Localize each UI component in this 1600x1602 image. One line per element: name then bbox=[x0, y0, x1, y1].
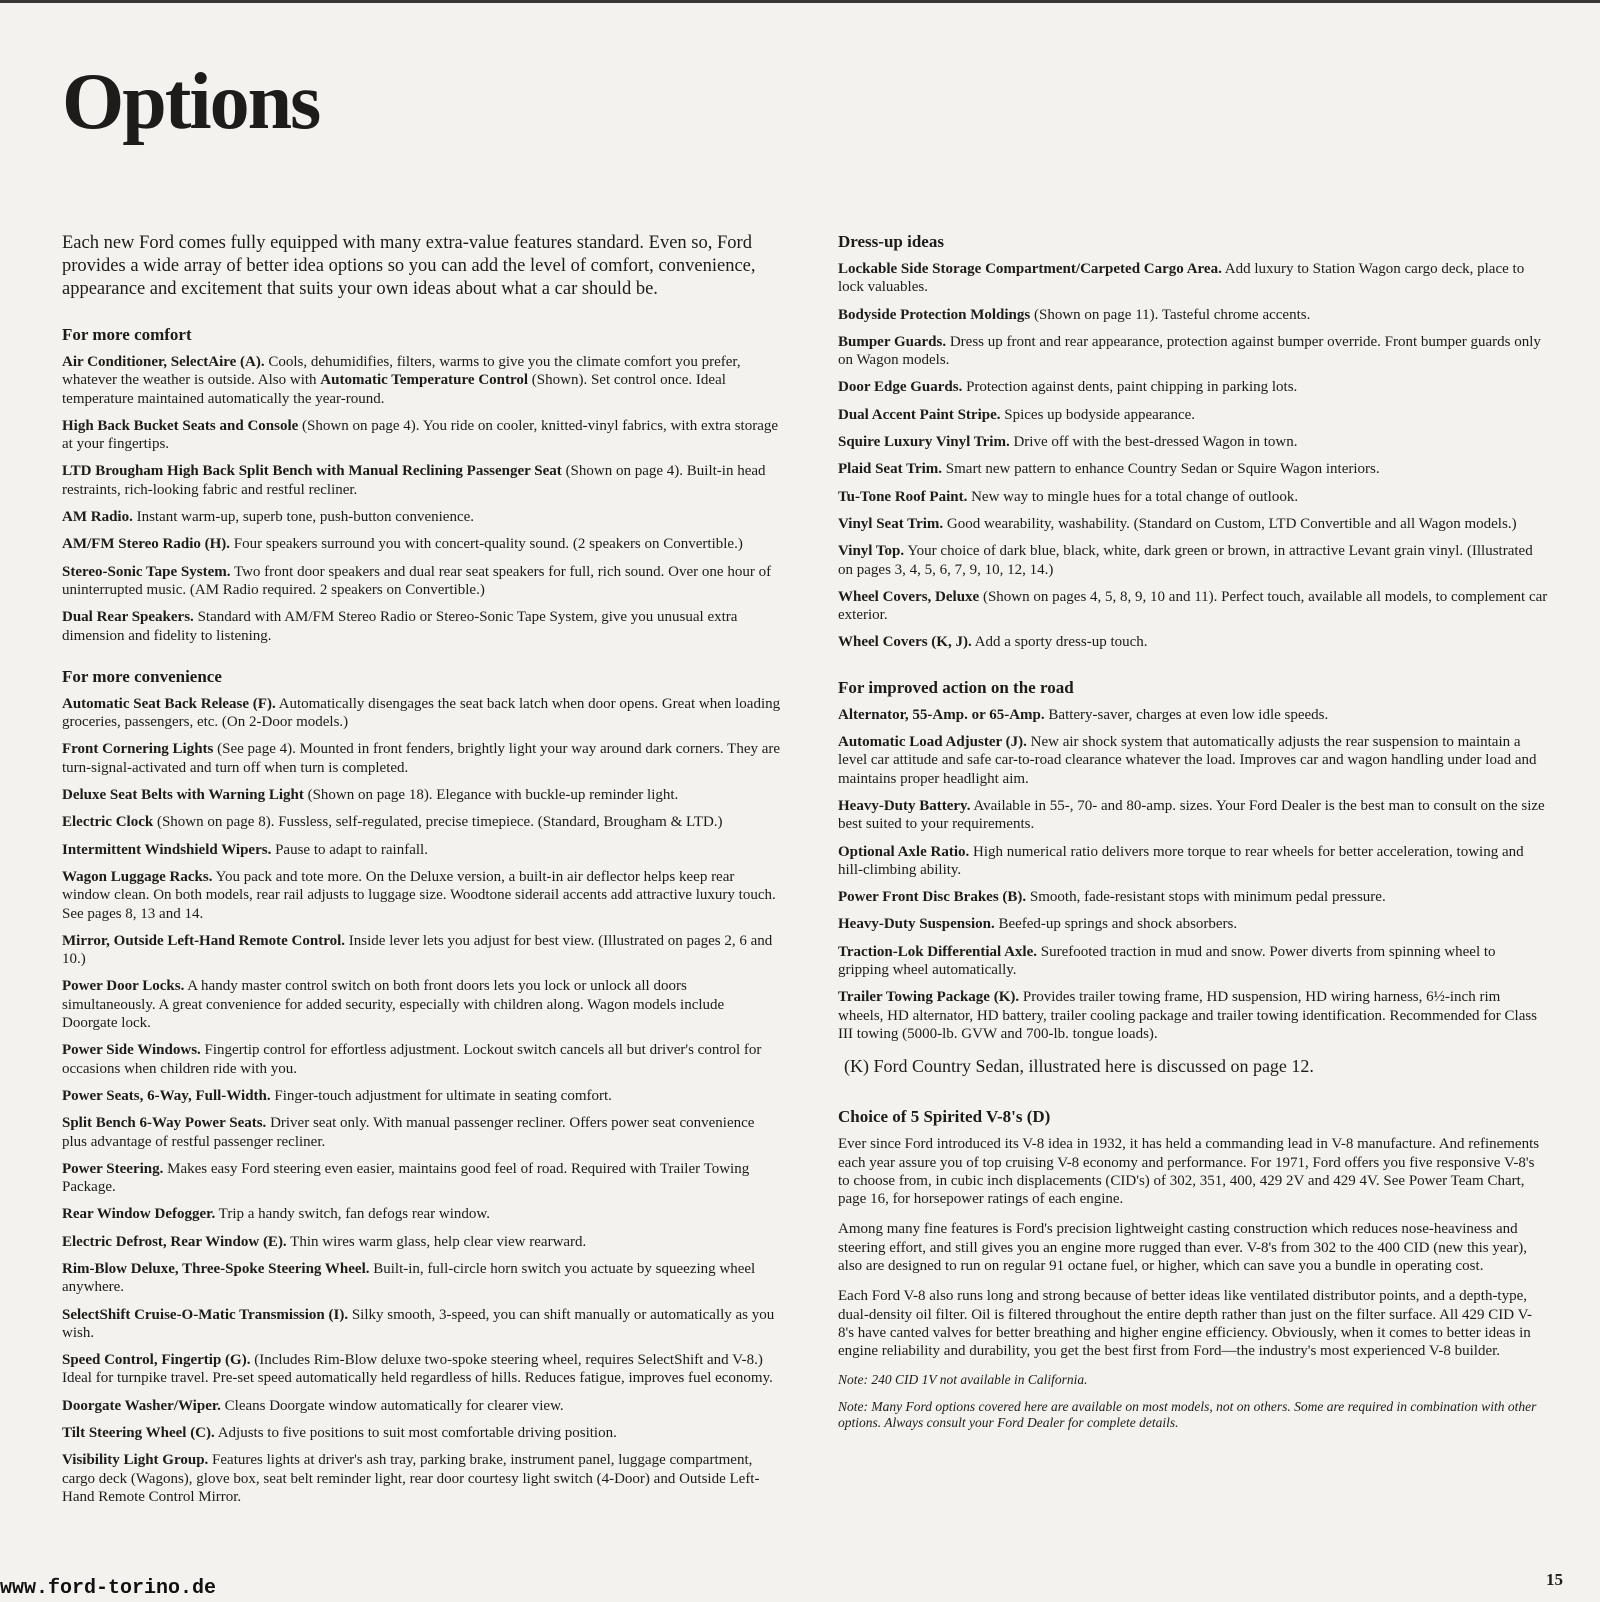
option-item bbox=[838, 515, 1548, 533]
option-name: Automatic Seat Back Release (F). bbox=[62, 695, 276, 712]
option-item bbox=[838, 633, 1548, 651]
option-description: Cleans Doorgate window automatically for clearer view. bbox=[220, 1397, 564, 1414]
option-description: (Shown on page 8). Fussless, self-regulated, precise timepiece. (Standard, Brougham & LTD.) bbox=[153, 814, 723, 831]
option-name: Stereo-Sonic Tape System. bbox=[62, 563, 231, 580]
option-description: Cools, dehumidifies, filters, warms to give you the climate comfort you prefer, whatever the weather is outside. Also with bbox=[62, 354, 741, 389]
option-item bbox=[62, 695, 782, 732]
option-name: Lockable Side Storage Compartment/Carpeted Cargo Area. bbox=[838, 261, 1222, 277]
option-name: Automatic Temperature Control bbox=[320, 372, 529, 389]
option-description: Your choice of dark blue, black, white, dark green or brown, in attractive Levant grain vinyl. (Illustrated on pages 3, 4, 5, 6, 7, 9, 10, 12, 14.) bbox=[838, 543, 1533, 578]
option-description: Available in 55-, 70- and 80-amp. sizes. Your Ford Dealer is the best man to consult on the size best suited to your requirements. bbox=[838, 797, 1545, 833]
option-item bbox=[838, 306, 1548, 324]
option-item bbox=[838, 406, 1548, 424]
option-description: Fingertip control for effortless adjustment. Lockout switch cancels all but driver's control for occasions when children ride with you. bbox=[62, 1042, 762, 1077]
option-item bbox=[838, 433, 1548, 451]
option-name: Optional Axle Ratio. bbox=[838, 843, 970, 860]
convenience-heading: For more convenience bbox=[62, 666, 222, 686]
option-item bbox=[62, 535, 782, 553]
option-description: Add a sporty dress-up touch. bbox=[971, 634, 1148, 651]
option-name: Power Steering. bbox=[62, 1160, 164, 1177]
option-item bbox=[62, 1424, 782, 1442]
option-name: Wheel Covers, Deluxe bbox=[838, 588, 980, 605]
option-name: AM Radio. bbox=[62, 509, 133, 526]
option-description: Four speakers surround you with concert-quality sound. (2 speakers on Convertible.) bbox=[230, 536, 743, 553]
option-description: Built-in, full-circle horn switch you actuate by squeezing wheel anywhere. bbox=[62, 1260, 756, 1296]
option-item bbox=[62, 977, 782, 1032]
option-name: Traction-Lok Differential Axle. bbox=[838, 943, 1037, 960]
option-description: (Shown on page 11). Tasteful chrome accents. bbox=[1030, 306, 1311, 323]
option-name: Wheel Covers (K, J). bbox=[838, 634, 972, 651]
option-description: Adjusts to five positions to suit most comfortable driving position. bbox=[214, 1425, 617, 1442]
option-item bbox=[62, 508, 782, 526]
option-item bbox=[62, 813, 782, 831]
option-item bbox=[838, 797, 1548, 834]
option-description: New way to mingle hues for a total change of outlook. bbox=[967, 488, 1299, 505]
option-description: Inside lever lets you adjust for best view. (Illustrated on pages 2, 6 and 10.) bbox=[62, 932, 773, 968]
option-description: Thin wires warm glass, help clear view rearward. bbox=[286, 1233, 587, 1250]
option-description: Add luxury to Station Wagon cargo deck, place to lock valuables. bbox=[838, 261, 1525, 296]
v8-paragraph: Each Ford V-8 also runs long and strong because of better ideas like ventilated distributor points, and a depth-type, dual-density oil filter. Oil is filtered throughout the entire depth rather than just on the filter surface. All 429 CID V-8's have canted valves for better breathing and higher engine efficiency. Obviously, when it comes to better ideas in engine reliability and durability, you get the best first from Ford—the industry's most experienced V-8 builder. bbox=[838, 1288, 1533, 1360]
option-item bbox=[838, 460, 1548, 478]
option-description: High numerical ratio delivers more torque to rear wheels for better acceleration, towing and hill-climbing ability. bbox=[838, 843, 1524, 878]
option-description: Beefed-up springs and shock absorbers. bbox=[994, 916, 1238, 933]
website-watermark: www.ford-torino.de bbox=[0, 1577, 217, 1600]
option-name: Mirror, Outside Left-Hand Remote Control. bbox=[62, 932, 346, 949]
option-item bbox=[62, 462, 782, 499]
comfort-list bbox=[62, 353, 782, 645]
option-description: Spices up bodyside appearance. bbox=[1000, 406, 1196, 423]
option-item bbox=[838, 588, 1548, 625]
option-name: Power Door Locks. bbox=[62, 978, 185, 995]
option-name: Power Seats, 6-Way, Full-Width. bbox=[62, 1087, 271, 1104]
option-description: Instant warm-up, superb tone, push-button convenience. bbox=[132, 509, 475, 526]
option-description: New air shock system that automatically adjusts the rear suspension to maintain a level car attitude and safe car-to-road clearance whatever the load. Improves car and wagon handling under load and maintains proper headlight aim. bbox=[838, 734, 1537, 787]
v8-paragraphs bbox=[838, 1135, 1548, 1360]
right-column bbox=[838, 232, 1548, 1442]
option-item bbox=[62, 932, 782, 969]
option-name: Vinyl Top. bbox=[838, 543, 905, 560]
option-item bbox=[838, 260, 1548, 297]
option-name: Bodyside Protection Moldings bbox=[838, 306, 1031, 323]
option-item bbox=[838, 333, 1548, 370]
option-item bbox=[838, 988, 1548, 1043]
page-number: 15 bbox=[1546, 1570, 1563, 1589]
option-item bbox=[62, 608, 782, 645]
option-description: Automatically disengages the seat back latch when door opens. Great when loading groceries, passengers, etc. (On 2-Door models.) bbox=[62, 695, 781, 731]
intro-paragraph: Each new Ford comes fully equipped with many extra-value features standard. Even so, Ford provides a wide array of better idea options so you can add the level of comfort, convenience, appearance and excitement that suits your own ideas about what a car should be. bbox=[62, 233, 756, 299]
option-item bbox=[62, 1397, 782, 1415]
option-item bbox=[62, 1451, 782, 1506]
option-description: You pack and tote more. On the Deluxe version, a built-in air deflector helps keep rear window clean. On both models, rear rail adjusts to luggage size. Woodtone siderail accents add attractive luxury touch. See pages 8, 13 and 14. bbox=[62, 868, 776, 922]
v8-paragraph: Ever since Ford introduced its V-8 idea in 1932, it has held a commanding lead in V-8 manufacture. And refinements each year assure you of top cruising V-8 economy and performance. For 1971, Ford offers you five responsive V-8's to choose from, in cubic inch displacements (CID's) of 302, 351, 400, 429 2V and 429 4V. See Power Team Chart, page 16, for horsepower ratings of each engine. bbox=[838, 1136, 1540, 1208]
comfort-heading: For more comfort bbox=[62, 325, 192, 344]
option-name: Wagon Luggage Racks. bbox=[62, 868, 213, 885]
dressup-list bbox=[838, 260, 1548, 652]
option-name: Rim-Blow Deluxe, Three-Spoke Steering Wheel. bbox=[62, 1260, 370, 1277]
option-item bbox=[62, 1351, 782, 1388]
option-name: Power Front Disc Brakes (B). bbox=[838, 889, 1027, 906]
option-description: Battery-saver, charges at even low idle speeds. bbox=[1044, 706, 1329, 723]
option-name: Speed Control, Fingertip (G). bbox=[62, 1352, 251, 1369]
option-item bbox=[838, 888, 1548, 906]
option-name: Rear Window Defogger. bbox=[62, 1206, 216, 1223]
dressup-heading: Dress-up ideas bbox=[838, 232, 944, 251]
option-description: Driver seat only. With manual passenger recliner. Offers power seat convenience plus advantage of restful passenger recliner. bbox=[62, 1115, 755, 1150]
option-name: Automatic Load Adjuster (J). bbox=[838, 734, 1027, 751]
option-name: Deluxe Seat Belts with Warning Light bbox=[62, 787, 304, 804]
photo-caption: (K) Ford Country Sedan, illustrated here is discussed on page 12. bbox=[844, 1056, 1314, 1077]
option-item bbox=[62, 1114, 782, 1151]
option-description: (See page 4). Mounted in front fenders, brightly light your way around dark corners. They are turn-signal-activated and turn off when turn is completed. bbox=[62, 741, 781, 776]
dealer-note: Note: Many Ford options covered here are available on most models, not on others. Some are required in combination with other options. Always consult your Ford Dealer for complete details. bbox=[838, 1398, 1537, 1431]
option-item bbox=[838, 488, 1548, 506]
option-name: AM/FM Stereo Radio (H). bbox=[62, 536, 231, 553]
left-column bbox=[62, 232, 782, 1515]
option-description: Pause to adapt to rainfall. bbox=[271, 841, 428, 858]
option-name: Split Bench 6-Way Power Seats. bbox=[62, 1115, 267, 1132]
option-name: Dual Rear Speakers. bbox=[62, 609, 194, 626]
option-item bbox=[62, 417, 782, 454]
option-description: Good wearability, washability. (Standard on Custom, LTD Convertible and all Wagon models.) bbox=[943, 515, 1517, 532]
v8-paragraph: Among many fine features is Ford's precision lightweight casting construction which reduces nose-heaviness and steering effort, and still gives you an engine more rugged than ever. V-8's from 302 to the 400 CID (new this year), also are designed to run on regular 91 octane fuel, or higher, which can save you a bundle in operating cost. bbox=[838, 1221, 1527, 1274]
option-item bbox=[62, 1306, 782, 1343]
option-description: (Shown on page 18). Elegance with buckle-up reminder light. bbox=[303, 787, 679, 804]
option-description: (Shown). Set control once. Ideal temperature maintained automatically the year-round. bbox=[62, 372, 726, 407]
option-name: Doorgate Washer/Wiper. bbox=[62, 1397, 221, 1414]
option-description: Provides trailer towing frame, HD suspension, HD wiring harness, 6½-inch rim wheels, HD alternator, HD battery, trailer cooling package and trailer towing identification. Recommended for Class III towing (5000-lb. GVW and 700-lb. tongue loads). bbox=[838, 989, 1538, 1042]
option-description: Drive off with the best-dressed Wagon in town. bbox=[1009, 434, 1298, 451]
option-item bbox=[62, 1260, 782, 1297]
option-name: Heavy-Duty Battery. bbox=[838, 797, 971, 814]
option-item bbox=[62, 1041, 782, 1078]
option-name: Tilt Steering Wheel (C). bbox=[62, 1425, 215, 1442]
option-description: Two front door speakers and dual rear seat speakers for full, rich sound. Over one hour of uninterrupted music. (AM Radio required. 2 speakers on Convertible.) bbox=[62, 563, 772, 598]
option-item bbox=[62, 1205, 782, 1223]
road-heading: For improved action on the road bbox=[838, 677, 1074, 697]
option-name: Alternator, 55-Amp. or 65-Amp. bbox=[838, 706, 1045, 723]
california-note: Note: 240 CID 1V not available in California. bbox=[838, 1372, 1088, 1388]
option-description: Smooth, fade-resistant stops with minimum pedal pressure. bbox=[1026, 889, 1386, 906]
option-name: Dual Accent Paint Stripe. bbox=[838, 406, 1001, 423]
option-description: A handy master control switch on both front doors lets you lock or unlock all doors simultaneously. A great convenience for added security, especially with children along. Wagon models include Doorgate lock. bbox=[62, 978, 725, 1032]
convenience-list bbox=[62, 695, 782, 1506]
option-item bbox=[838, 706, 1548, 724]
option-description: Trip a handy switch, fan defogs rear window. bbox=[215, 1206, 491, 1223]
option-description: Finger-touch adjustment for ultimate in seating comfort. bbox=[270, 1087, 612, 1104]
option-description: Makes easy Ford steering even easier, maintains good feel of road. Required with Trailer Towing Package. bbox=[62, 1160, 750, 1196]
option-item bbox=[62, 1160, 782, 1197]
option-item bbox=[62, 563, 782, 600]
option-item bbox=[62, 786, 782, 804]
option-description: Standard with AM/FM Stereo Radio or Stereo-Sonic Tape System, give you unusual extra dimension and fidelity to listening. bbox=[62, 609, 738, 644]
option-name: Visibility Light Group. bbox=[62, 1452, 209, 1469]
option-item bbox=[62, 868, 782, 923]
option-item bbox=[838, 378, 1548, 396]
option-item bbox=[838, 733, 1548, 788]
option-name: Power Side Windows. bbox=[62, 1042, 201, 1059]
option-name: Air Conditioner, SelectAire (A). bbox=[62, 354, 265, 370]
option-description: (Shown on page 4). Built-in head restraints, rich-looking fabric and restful recliner. bbox=[62, 463, 766, 498]
option-description: Protection against dents, paint chipping in parking lots. bbox=[962, 379, 1298, 396]
road-list bbox=[838, 706, 1548, 1043]
option-name: Squire Luxury Vinyl Trim. bbox=[838, 434, 1010, 451]
page-title: Options bbox=[62, 58, 320, 146]
option-item bbox=[62, 841, 782, 859]
option-name: Vinyl Seat Trim. bbox=[838, 515, 944, 532]
option-description: Features lights at driver's ash tray, parking brake, instrument panel, luggage compartment, cargo deck (Wagons), glove box, seat belt reminder light, rear door courtesy light switch (4-Door) and Outside Left-Hand Remote Control Mirror. bbox=[62, 1452, 760, 1505]
option-name: Electric Clock bbox=[62, 814, 154, 831]
option-item bbox=[838, 915, 1548, 933]
option-item bbox=[838, 843, 1548, 880]
option-name: Tu-Tone Roof Paint. bbox=[838, 488, 968, 505]
option-description: (Shown on page 4). You ride on cooler, knitted-vinyl fabrics, with extra storage at your fingertips. bbox=[62, 417, 779, 453]
option-item bbox=[62, 1233, 782, 1251]
option-description: (Includes Rim-Blow deluxe two-spoke steering wheel, requires SelectShift and V-8.) Ideal for turnpike travel. Pre-set speed automatically held regardless of hills. Reduces fatigue, improves fuel economy. bbox=[62, 1352, 773, 1387]
option-description: (Shown on pages 4, 5, 8, 9, 10 and 11). Perfect touch, available all models, to complement car exterior. bbox=[838, 588, 1548, 624]
option-description: Dress up front and rear appearance, protection against bumper override. Front bumper guards only on Wagon models. bbox=[838, 333, 1541, 369]
option-name: Front Cornering Lights bbox=[62, 741, 214, 758]
option-item bbox=[838, 542, 1548, 579]
option-name: Electric Defrost, Rear Window (E). bbox=[62, 1233, 287, 1250]
option-name: SelectShift Cruise-O-Matic Transmission (I). bbox=[62, 1306, 349, 1323]
option-name: Trailer Towing Package (K). bbox=[838, 989, 1020, 1006]
option-name: Heavy-Duty Suspension. bbox=[838, 916, 995, 933]
option-item bbox=[62, 353, 782, 408]
option-item bbox=[838, 943, 1548, 980]
option-name: Door Edge Guards. bbox=[838, 379, 963, 396]
option-name: Bumper Guards. bbox=[838, 333, 947, 350]
top-border-line bbox=[0, 0, 1600, 3]
option-description: Smart new pattern to enhance Country Sedan or Squire Wagon interiors. bbox=[942, 461, 1380, 478]
v8-heading: Choice of 5 Spirited V-8's (D) bbox=[838, 1107, 1051, 1127]
option-name: LTD Brougham High Back Split Bench with Manual Reclining Passenger Seat bbox=[62, 463, 562, 480]
option-name: Intermittent Windshield Wipers. bbox=[62, 841, 272, 858]
option-description: Surefooted traction in mud and snow. Power diverts from spinning wheel to gripping wheel automatically. bbox=[838, 943, 1496, 979]
option-name: High Back Bucket Seats and Console bbox=[62, 417, 299, 434]
option-item bbox=[62, 1087, 782, 1105]
option-description: Silky smooth, 3-speed, you can shift manually or automatically as you wish. bbox=[62, 1306, 775, 1341]
option-name: Plaid Seat Trim. bbox=[838, 461, 943, 478]
option-item bbox=[62, 740, 782, 777]
